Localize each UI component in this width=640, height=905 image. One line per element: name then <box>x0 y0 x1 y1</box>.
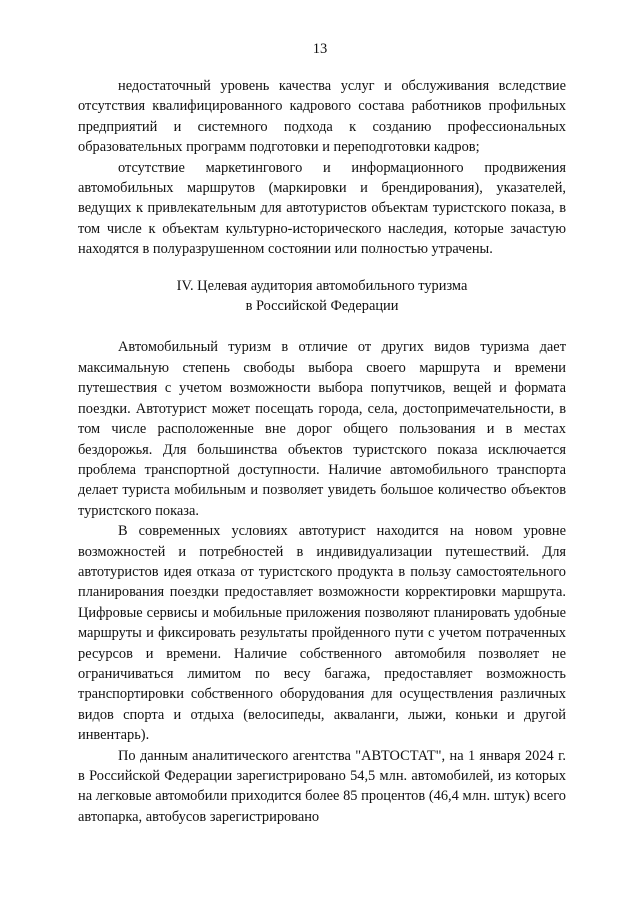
paragraph-autostat-data: По данным аналитического агентства "АВТОСТАТ", на 1 января 2024 г. в Российской Федерации зарегистрировано 54,5 млн. автомобилей, из которых на легковые автомобили приходится более 85 процентов (46,4 млн. штук) всего автопарка, автобусов зарегистрировано <box>78 747 566 825</box>
page-number: 13 <box>312 41 328 57</box>
section-heading-line-1: IV. Целевая аудитория автомобильного туризма <box>176 277 468 294</box>
document-body <box>78 76 566 827</box>
section-heading-line-2: в Российской Федерации <box>245 298 399 315</box>
section-heading <box>78 276 566 317</box>
paragraph-shortcomings-staff: недостаточный уровень качества услуг и обслуживания вследствие отсутствия квалифицированного кадрового состава работников профильных предприятий и системного подхода к созданию профессиональных образовательных программ подготовки и переподготовки кадров; <box>78 78 566 156</box>
paragraph-shortcomings-marketing: отсутствие маркетингового и информационного продвижения автомобильных маршрутов (маркировки и брендирования), указателей, ведущих к привлекательным для автотуристов объектам туристского показа, в том числе к объектам культурно-исторического наследия, которые зачастую находятся в полуразрушенном состоянии или полностью утрачены. <box>78 159 566 258</box>
paragraph-modern-conditions: В современных условиях автотурист находится на новом уровне возможностей и потребностей в индивидуализации путешествий. Для автотуристов идея отказа от туристского продукта в пользу самостоятельного планирования поездки предоставляет возможности корректировки маршрута. Цифровые сервисы и мобильные приложения позволяют планировать удобные маршруты и фиксировать результаты пройденного пути с учетом потраченных ресурсов и времени. Наличие собственного автомобиля позволяет не ограничиваться лимитом по весу багажа, предоставляет возможность транспортировки собственного оборудования для осуществления различных видов спорта и отдыха (велосипеды, акваланги, лыжи, коньки и другой инвентарь). <box>78 523 566 744</box>
paragraph-freedom-of-choice: Автомобильный туризм в отличие от других видов туризма дает максимальную степень свободы выбора своего маршрута и времени путешествия с учетом возможности выбора попутчиков, вещей и формата поездки. Автотурист может посещать города, села, достопримечательности, в том числе расположенные вне дорог общего пользования и в местах бездорожья. Для большинства объектов туристского показа исключается проблема транспортной доступности. Наличие автомобильного транспорта делает туриста мобильным и позволяет увидеть большое количество объектов туристского показа. <box>78 339 566 519</box>
